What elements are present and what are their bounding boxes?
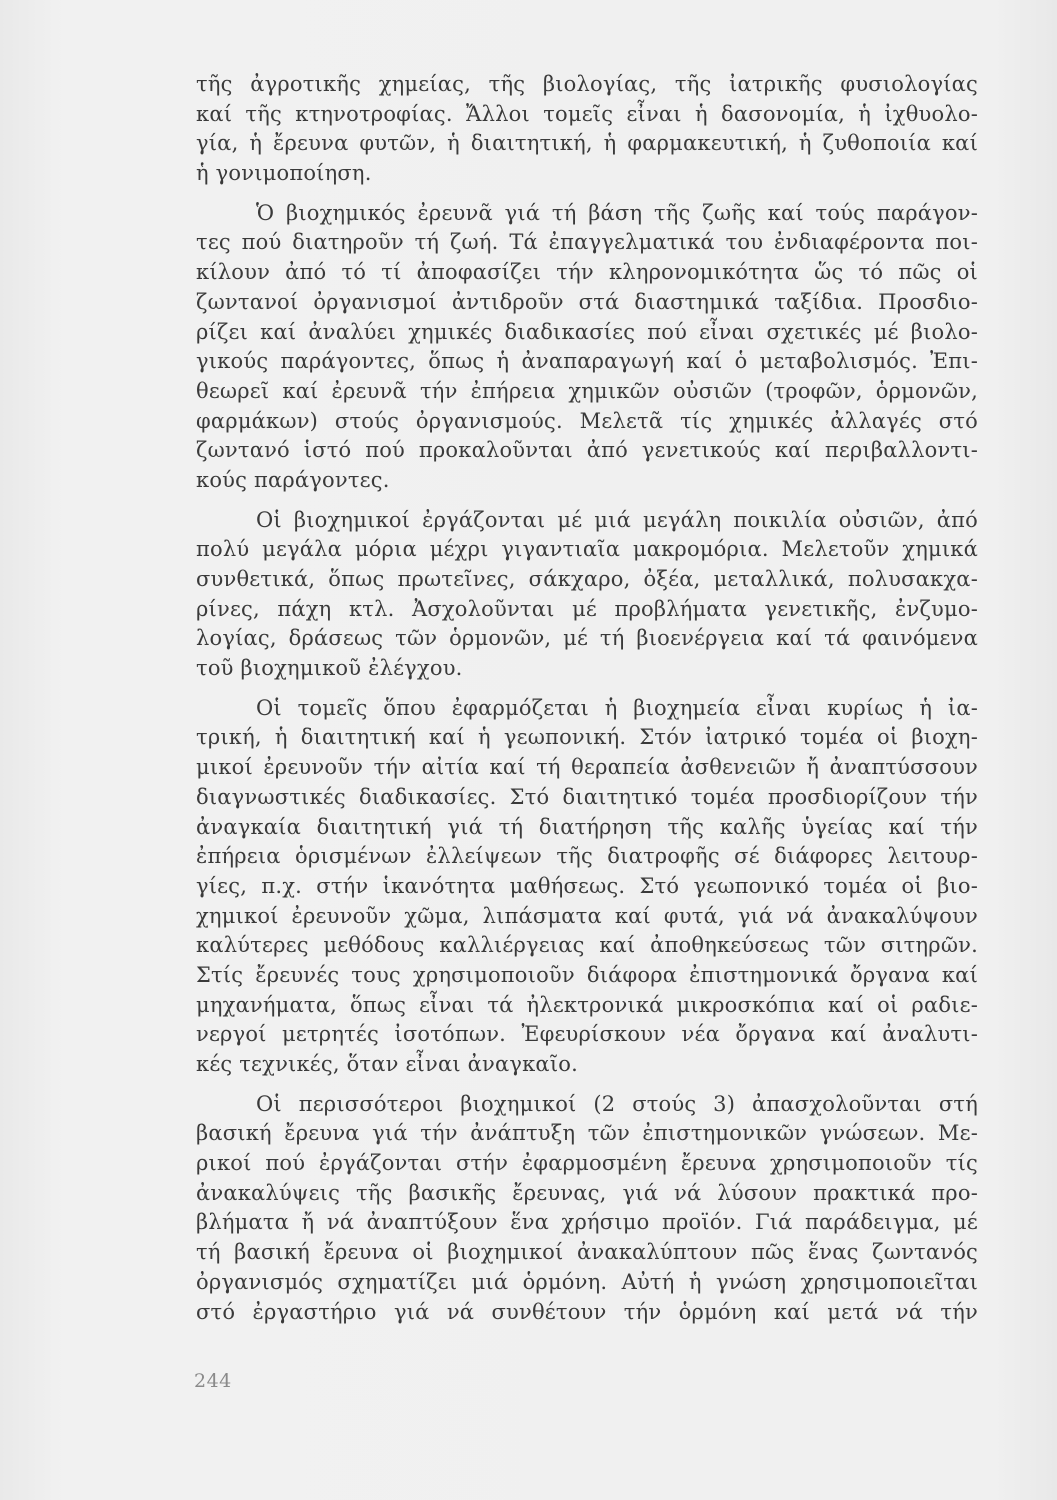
text-line: Οἱ περισσότεροι βιοχημικοί (2 στούς 3) ἀπασχολοῦνται στή	[256, 1091, 978, 1116]
text-line: κούς παράγοντες.	[196, 467, 390, 492]
text-line: μικοί ἐρευνοῦν τήν αἰτία καί τή θεραπεία ἀσθενειῶν ἤ ἀναπτύσσουν	[196, 755, 978, 780]
text-line: τή βασική ἔρευνα οἱ βιοχημικοί ἀνακαλύπτουν πῶς ἕνας ζωντανός	[196, 1240, 978, 1265]
text-line: ρίνες, πάχη κτλ. Ἀσχολοῦνται μέ προβλήματα γενετικῆς, ἐνζυμο-	[196, 596, 978, 621]
text-line: γίες, π.χ. στήν ἱκανότητα μαθήσεως. Στό γεωπονικό τομέα οἱ βιο-	[196, 873, 978, 898]
text-line: θεωρεῖ καί ἐρευνᾶ τήν ἐπήρεια χημικῶν οὐσιῶν (τροφῶν, ὁρμονῶν,	[196, 378, 978, 403]
text-line: διαγνωστικές διαδικασίες. Στό διαιτητικό τομέα προσδιορίζουν τήν	[196, 784, 978, 809]
text-line: τοῦ βιοχημικοῦ ἐλέγχου.	[196, 656, 463, 681]
text-line: ζωντανό ἱστό πού προκαλοῦνται ἀπό γενετικούς καί περιβαλλοντι-	[196, 438, 978, 463]
text-line: ἐπήρεια ὁρισμένων ἐλλείψεων τῆς διατροφῆς σέ διάφορες λειτουρ-	[196, 844, 978, 869]
text-line: τες πού διατηροῦν τή ζωή. Τά ἐπαγγελματικά του ἐνδιαφέροντα ποι-	[196, 230, 978, 255]
text-line: Ὁ βιοχημικός ἐρευνᾶ γιά τή βάση τῆς ζωῆς καί τούς παράγον-	[256, 200, 978, 225]
text-line: λογίας, δράσεως τῶν ὁρμονῶν, μέ τή βιοενέργεια καί τά φαινόμενα	[196, 626, 978, 651]
text-line: ὀργανισμός σχηματίζει μιά ὁρμόνη. Αὐτή ἡ γνώση χρησιμοποιεῖται	[196, 1269, 978, 1294]
text-line: ρίζει καί ἀναλύει χημικές διαδικασίες πού εἶναι σχετικές μέ βιολο-	[196, 319, 978, 344]
page-number: 244	[194, 1370, 232, 1392]
text-line: καί τῆς κτηνοτροφίας. Ἄλλοι τομεῖς εἶναι ἡ δασονομία, ἡ ἰχθυολο-	[196, 101, 978, 126]
text-line: ρικοί πού ἐργάζονται στήν ἐφαρμοσμένη ἔρευνα χρησιμοποιοῦν τίς	[196, 1151, 978, 1176]
text-line: φαρμάκων) στούς ὀργανισμούς. Μελετᾶ τίς χημικές ἀλλαγές στό	[196, 408, 978, 433]
text-line: ζωντανοί ὀργανισμοί ἀντιδροῦν στά διαστημικά ταξίδια. Προσδιο-	[196, 289, 978, 314]
text-line: καλύτερες μεθόδους καλλιέργειας καί ἀποθηκεύσεως τῶν σιτηρῶν.	[196, 933, 978, 958]
paragraph	[196, 694, 978, 1080]
text-line: γικούς παράγοντες, ὅπως ἡ ἀναπαραγωγή καί ὁ μεταβολισμός. Ἐπι-	[196, 349, 978, 374]
text-line: βλήματα ἤ νά ἀναπτύξουν ἕνα χρήσιμο προϊόν. Γιά παράδειγμα, μέ	[196, 1210, 978, 1235]
text-line: ἀναγκαία διαιτητική γιά τή διατήρηση τῆς καλῆς ὑγείας καί τήν	[196, 814, 978, 839]
text-line: γία, ἡ ἔρευνα φυτῶν, ἡ διαιτητική, ἡ φαρμακευτική, ἡ ζυθοποιία καί	[196, 131, 978, 156]
text-line: τρική, ἡ διαιτητική καί ἡ γεωπονική. Στόν ἰατρικό τομέα οἱ βιοχη-	[196, 725, 978, 750]
text-line: συνθετικά, ὅπως πρωτεῖνες, σάκχαρο, ὀξέα, μεταλλικά, πολυσακχα-	[196, 567, 978, 591]
text-line: στό ἐργαστήριο γιά νά συνθέτουν τήν ὁρμόνη καί μετά νά τήν	[196, 1299, 978, 1324]
text-line: Οἱ τομεῖς ὅπου ἐφαρμόζεται ἡ βιοχημεία εἶναι κυρίως ἡ ἰα-	[256, 695, 978, 720]
paragraph	[196, 506, 978, 684]
text-line: χημικοί ἐρευνοῦν χῶμα, λιπάσματα καί φυτά, γιά νά ἀνακαλύψουν	[196, 903, 978, 928]
text-line: κές τεχνικές, ὅταν εἶναι ἀναγκαῖο.	[196, 1052, 578, 1076]
text-line: τῆς ἀγροτικῆς χημείας, τῆς βιολογίας, τῆς ἰατρικῆς φυσιολογίας	[196, 72, 978, 96]
paragraph	[196, 1090, 978, 1328]
text-line: ἀνακαλύψεις τῆς βασικῆς ἔρευνας, γιά νά λύσουν πρακτικά προ-	[196, 1180, 978, 1205]
text-line: μηχανήματα, ὅπως εἶναι τά ἠλεκτρονικά μικροσκόπια καί οἱ ραδιε-	[196, 992, 978, 1017]
paragraph	[196, 199, 978, 496]
body-text	[196, 70, 978, 1327]
text-line: πολύ μεγάλα μόρια μέχρι γιγαντιαῖα μακρομόρια. Μελετοῦν χημικά	[196, 537, 978, 562]
text-line: κίλουν ἀπό τό τί ἀποφασίζει τήν κληρονομικότητα ὥς τό πῶς οἱ	[196, 260, 978, 285]
text-line: νεργοί μετρητές ἰσοτόπων. Ἐφευρίσκουν νέα ὄργανα καί ἀναλυτι-	[196, 1022, 978, 1047]
paragraph	[196, 70, 978, 189]
text-line: ἡ γονιμοποίηση.	[196, 161, 372, 186]
text-line: βασική ἔρευνα γιά τήν ἀνάπτυξη τῶν ἐπιστημονικῶν γνώσεων. Με-	[196, 1121, 978, 1146]
text-line: Στίς ἔρευνές τους χρησιμοποιοῦν διάφορα ἐπιστημονικά ὄργανα καί	[196, 962, 978, 987]
text-line: Οἱ βιοχημικοί ἐργάζονται μέ μιά μεγάλη ποικιλία οὐσιῶν, ἀπό	[256, 507, 978, 532]
